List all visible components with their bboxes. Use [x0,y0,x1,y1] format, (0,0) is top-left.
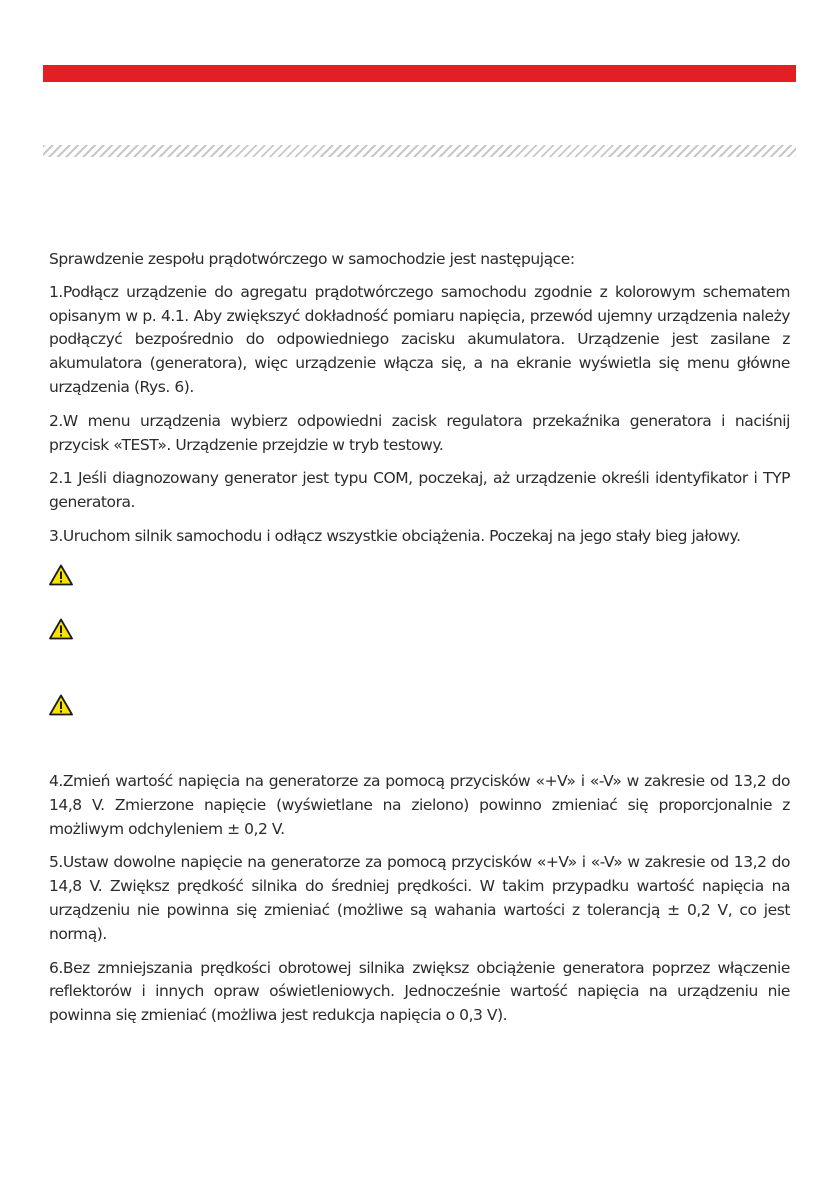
document-body [49,248,790,559]
step-2-1-paragraph: 2.1 Jeśli diagnozowany generator jest typu COM, poczekaj, aż urządzenie określi identyfikator i TYP generatora. [49,469,790,512]
intro-paragraph: Sprawdzenie zespołu prądotwórczego w samochodzie jest następujące: [49,250,575,268]
step-6-paragraph: 6.Bez zmniejszania prędkości obrotowej silnika zwiększ obciążenie generatora poprzez włączenie reflektorów i innych opraw oświetleniowych. Jednocześnie wartość napięcia na urządzeniu nie powinna się zmieniać (możliwa jest redukcja napięcia o 0,3 V). [49,958,790,1025]
step-3-paragraph: 3.Uruchom silnik samochodu i odłącz wszystkie obciążenia. Poczekaj na jego stały bieg jałowy. [49,526,741,545]
step-1-paragraph: 1.Podłącz urządzenie do agregatu prądotwórczego samochodu zgodnie z kolorowym schematem opisanym w p. 4.1. Aby zwiększyć dokładność pomiaru napięcia, przewód ujemny urządzenia należy podłączyć bezpośrednio do odpowiedniego zacisku akumulatora. Urządzenie jest zasilane z akumulatora (generatora), więc urządzenie włącza się, a na ekranie wyświetla się menu główne urządzenia (Rys. 6). [49,282,790,396]
hatched-divider [43,145,796,157]
step-4-paragraph: 4.Zmień wartość napięcia na generatorze za pomocą przycisków «+V» i «-V» w zakresie od 13,2 do 14,8 V. Zmierzone napięcie (wyświetlane na zielono) powinno zmieniać się proporcjonalnie z możliwym odchyleniem ± 0,2 V. [49,772,790,838]
warning-icon [49,618,73,640]
step-5-paragraph: 5.Ustaw dowolne napięcie na generatorze za pomocą przycisków «+V» i «-V» w zakresie od 13,2 do 14,8 V. Zwiększ prędkość silnika do średniej prędkości. W takim przypadku wartość napięcia na urządzeniu nie powinna się zmieniać (możliwe są wahania wartości z tolerancją ± 0,2 V, co jest normą). [49,853,790,943]
warning-icon [49,694,73,716]
warning-icon [49,564,73,586]
header-red-bar [43,65,796,82]
document-body-continued [49,770,790,1038]
step-2-paragraph: 2.W menu urządzenia wybierz odpowiedni zacisk regulatora przekaźnika generatora i naciśnij przycisk «TEST». Urządzenie przejdzie w tryb testowy. [49,411,790,454]
